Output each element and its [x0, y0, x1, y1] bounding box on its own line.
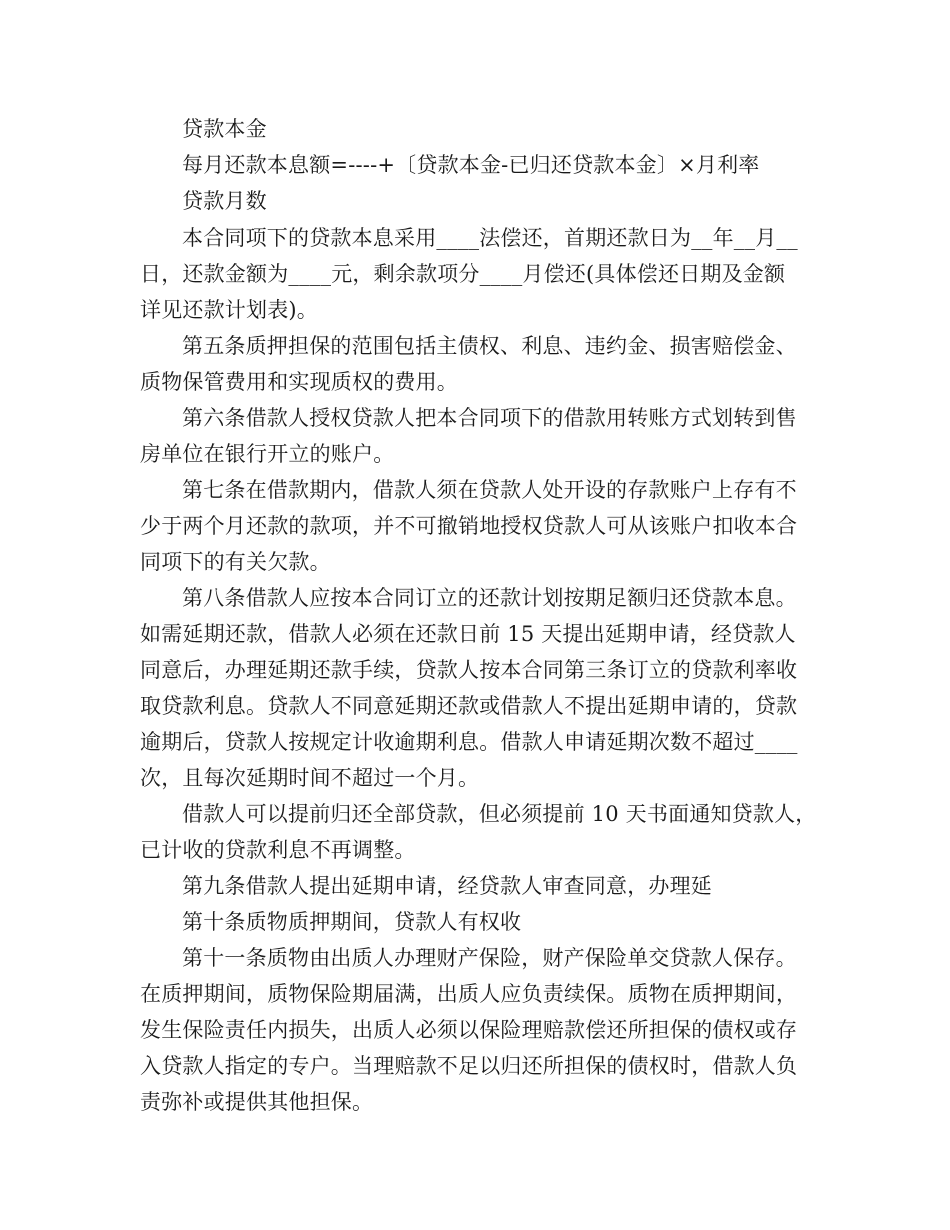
text-line: 第六条借款人授权贷款人把本合同项下的借款用转账方式划转到售: [182, 406, 797, 430]
text-line: 取贷款利息。贷款人不同意延期还款或借款人不提出延期申请的，贷款: [140, 694, 798, 718]
text-line: 逾期后，贷款人按规定计收逾期利息。借款人申请延期次数不超过____: [140, 730, 798, 754]
text-line: 少于两个月还款的款项，并不可撤销地授权贷款人可从该账户扣收本合: [140, 514, 798, 538]
text-line: 第七条在借款期内，借款人须在贷款人处开设的存款账户上存有不: [182, 478, 797, 502]
text-line: 同意后，办理延期还款手续，贷款人按本合同第三条订立的贷款利率收: [140, 658, 798, 682]
text-line: 本合同项下的贷款本息采用____法偿还，首期还款日为__年__月__: [182, 226, 798, 250]
text-line: 责弥补或提供其他担保。: [140, 1090, 374, 1114]
text-line: 如需延期还款，借款人必须在还款日前 15 天提出延期申请，经贷款人: [140, 622, 796, 646]
text-line: 第十条质物质押期间，贷款人有权收: [182, 910, 522, 934]
text-line: 日，还款金额为____元，剩余款项分____月偿还(具体偿还日期及金额: [140, 262, 786, 286]
text-line: 在质押期间，质物保险期届满，出质人应负责续保。质物在质押期间，: [140, 982, 798, 1006]
text-line: 次，且每次延期时间不超过一个月。: [140, 766, 480, 790]
text-line: 贷款月数: [182, 189, 267, 213]
text-line: 同项下的有关欠款。: [140, 550, 331, 574]
text-line: 已计收的贷款利息不再调整。: [140, 838, 416, 862]
text-line: 贷款本金: [182, 117, 267, 141]
text-line: 详见还款计划表)。: [140, 298, 318, 322]
text-line: 质物保管费用和实现质权的费用。: [140, 370, 458, 394]
text-line: 发生保险责任内损失，出质人必须以保险理赔款偿还所担保的债权或存: [140, 1018, 798, 1042]
text-line: 第八条借款人应按本合同订立的还款计划按期足额归还贷款本息。: [182, 586, 797, 610]
text-line: 第九条借款人提出延期申请，经贷款人审查同意，办理延: [182, 874, 712, 898]
text-line: 每月还款本息额=----+〔贷款本金-已归还贷款本金〕×月利率: [182, 153, 760, 177]
text-line: 第五条质押担保的范围包括主债权、利息、违约金、损害赔偿金、: [182, 334, 797, 358]
text-line: 入贷款人指定的专户。当理赔款不足以归还所担保的债权时，借款人负: [140, 1054, 798, 1078]
text-line: 借款人可以提前归还全部贷款，但必须提前 10 天书面通知贷款人，: [182, 802, 817, 826]
text-line: 第十一条质物由出质人办理财产保险，财产保险单交贷款人保存。: [182, 946, 797, 970]
text-line: 房单位在银行开立的账户。: [140, 442, 395, 466]
